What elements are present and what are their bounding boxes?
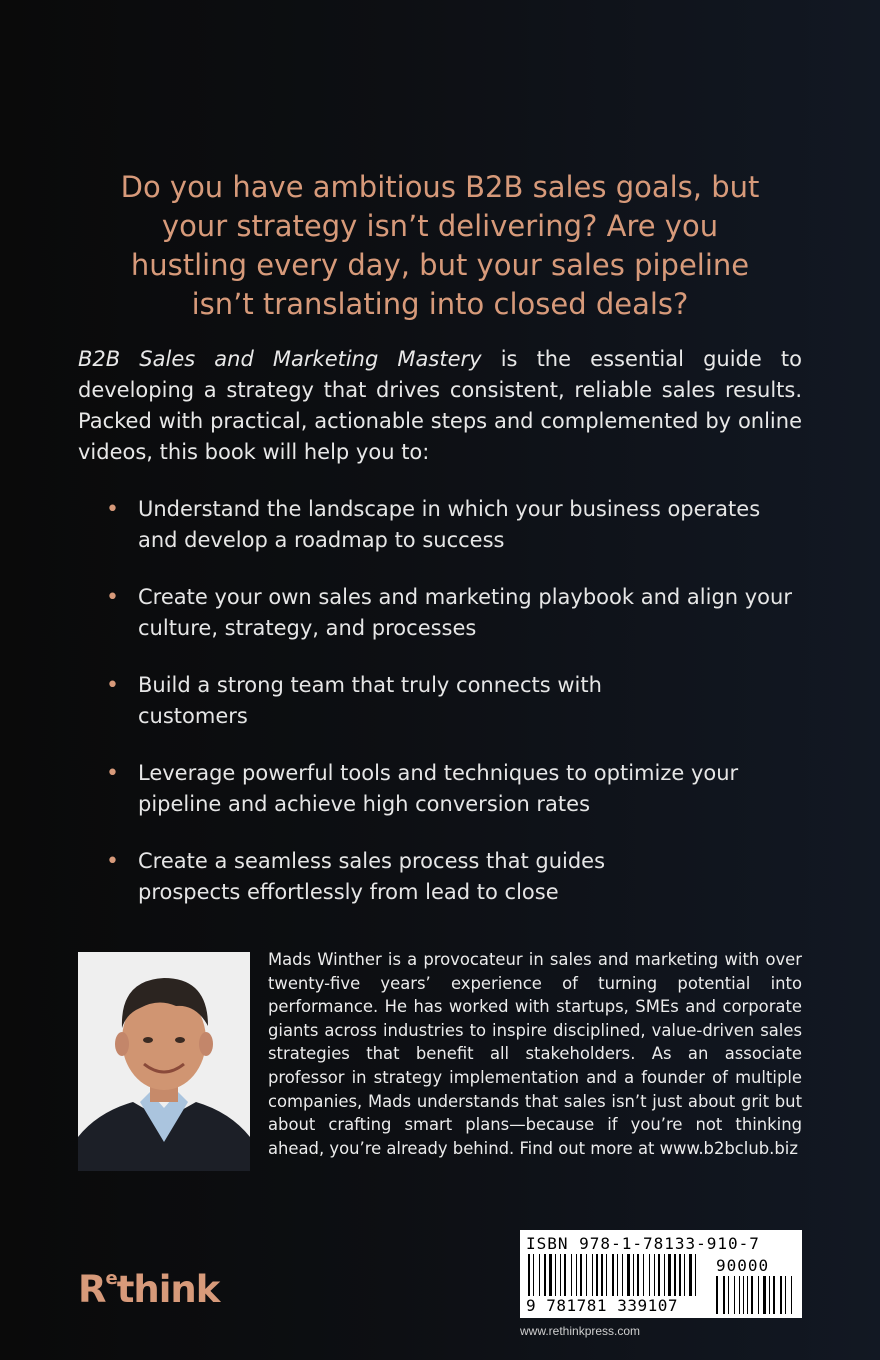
author-portrait-icon: [78, 952, 250, 1171]
author-bio: Mads Winther is a provocateur in sales and marketing with over twenty-five years’ experience of turning potential into performance. He has worked with startups, SMEs and corporate giants across industries to inspire disciplined, value-driven sales strategies that benefit all stakeholders. As an associate professor in strategy implementation and a founder of multiple companies, Mads understands that sales isn’t just about grit but about crafting smart plans—because if you’re not thinking ahead, you’re already behind. Find out more at www.b2bclub.biz: [268, 950, 802, 1158]
barcode: [520, 1230, 802, 1318]
book-title: B2B Sales and Marketing Mastery: [78, 347, 482, 371]
publisher-logo: [78, 1268, 219, 1311]
benefits-list: [78, 494, 802, 934]
list-item: [78, 670, 802, 732]
list-item: [78, 582, 802, 644]
author-photo: [78, 952, 250, 1171]
bullet-icon: •: [106, 497, 119, 522]
list-item: [78, 846, 802, 908]
list-item-text: Understand the landscape in which your business operates and develop a roadmap to success: [138, 497, 761, 552]
price-code: 90000: [716, 1256, 770, 1275]
bullet-icon: •: [106, 585, 119, 610]
logo-sup: e: [105, 1268, 117, 1289]
list-item: [78, 494, 802, 556]
bullet-icon: •: [106, 761, 119, 786]
headline: Do you have ambitious B2B sales goals, but your strategy isn’t delivering? Are you hustling every day, but your sales pipeline isn’t translating into closed deals?: [120, 170, 760, 321]
intro-text: is the essential guide to developing a strategy that drives consistent, reliable sales results. Packed with practical, actionable steps and complemented by online videos, this book will help you to:: [78, 347, 802, 464]
publisher-website: www.rethinkpress.com: [520, 1324, 641, 1338]
list-item-text: Create your own sales and marketing playbook and align your culture, strategy, and processes: [138, 585, 792, 640]
list-item-text: Build a strong team that truly connects with customers: [138, 673, 602, 728]
logo-right: think: [116, 1268, 220, 1311]
isbn-text: ISBN 978-1-78133-910-7: [526, 1234, 760, 1253]
intro-paragraph: [78, 344, 802, 468]
list-item-text: Leverage powerful tools and techniques to optimize your pipeline and achieve high conversion rates: [138, 761, 739, 816]
ean-digits: 9 781781 339107: [526, 1296, 678, 1315]
list-item: [78, 758, 802, 820]
list-item-text: Create a seamless sales process that guides prospects effortlessly from lead to close: [138, 849, 606, 904]
bullet-icon: •: [106, 849, 119, 874]
bullet-icon: •: [106, 673, 119, 698]
logo-left: R: [78, 1268, 106, 1311]
